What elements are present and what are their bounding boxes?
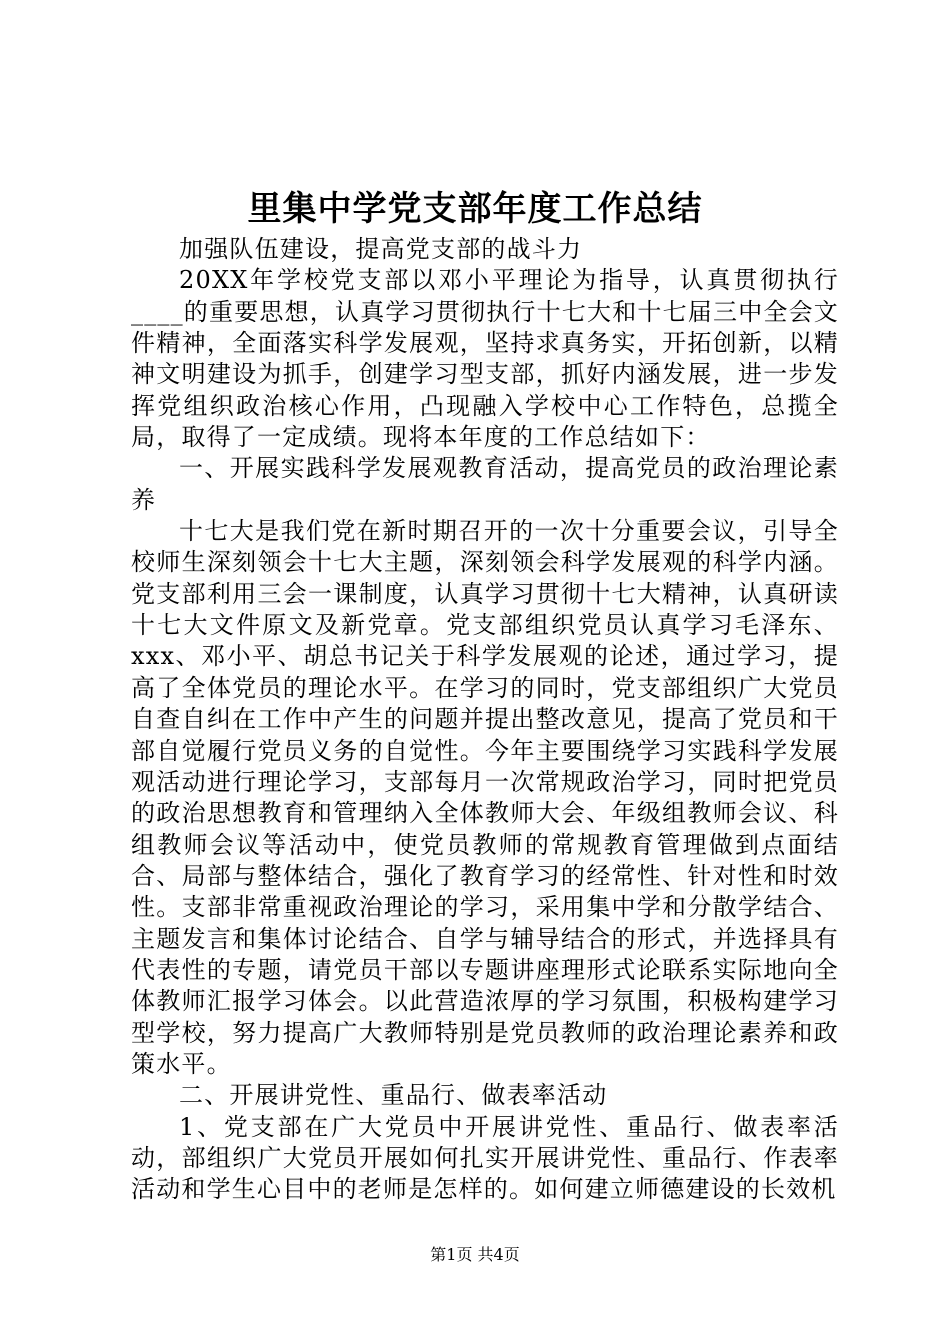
section-heading: 二、开展讲党性、重品行、做表率活动: [179, 1081, 608, 1110]
body-paragraph: 加强队伍建设，提高党支部的战斗力: [179, 235, 583, 263]
document-body: [131, 234, 839, 1206]
section-heading: 一、开展实践科学发展观教育活动，提高党员的政治理论素养: [131, 454, 839, 514]
document-title: 里集中学党支部年度工作总结: [247, 189, 703, 229]
body-paragraph: 20XX年学校党支部以邓小平理论为指导，认真贯彻执行____的重要思想，认真学习贯彻执行十七大和十七届三中全会文件精神，全面落实科学发展观，坚持求真务实，开拓创新，以精神文明建设为抓手，创建学习型支部，抓好内涵发展，进一步发挥党组织政治核心作用，凸现融入学校中心工作特色，总揽全局，取得了一定成绩。现将本年度的工作总结如下：: [131, 266, 839, 452]
page-footer: 第1页 共4页: [430, 1245, 520, 1264]
body-paragraph: 十七大是我们党在新时期召开的一次十分重要会议，引导全校师生深刻领会十七大主题，深刻领会科学发展观的科学内涵。党支部利用三会一课制度，认真学习贯彻十七大精神，认真研读十七大文件原文及新党章。党支部组织党员认真学习毛泽东、xxx、邓小平、胡总书记关于科学发展观的论述，通过学习，提高了全体党员的理论水平。在学习的同时，党支部组织广大党员自查自纠在工作中产生的问题并提出整改意见，提高了党员和干部自觉履行党员义务的自觉性。今年主要围绕学习实践科学发展观活动进行理论学习，支部每月一次常规政治学习，同时把党员的政治思想教育和管理纳入全体教师大会、年级组教师会议、科组教师会议等活动中，使党员教师的常规教育管理做到点面结合、局部与整体结合，强化了教育学习的经常性、针对性和时效性。支部非常重视政治理论的学习，采用集中学和分散学结合、主题发言和集体讨论结合、自学与辅导结合的形式，并选择具有代表性的专题，请党员干部以专题讲座理形式论联系实际地向全体教师汇报学习体会。以此营造浓厚的学习氛围，积极构建学习型学校，努力提高广大教师特别是党员教师的政治理论素养和政策水平。: [131, 517, 839, 1078]
body-paragraph: 1、党支部在广大党员中开展讲党性、重品行、做表率活动，部组织广大党员开展如何扎实开展讲党性、重品行、作表率活动和学生心目中的老师是怎样的。如何建立师德建设的长效机: [131, 1112, 839, 1204]
